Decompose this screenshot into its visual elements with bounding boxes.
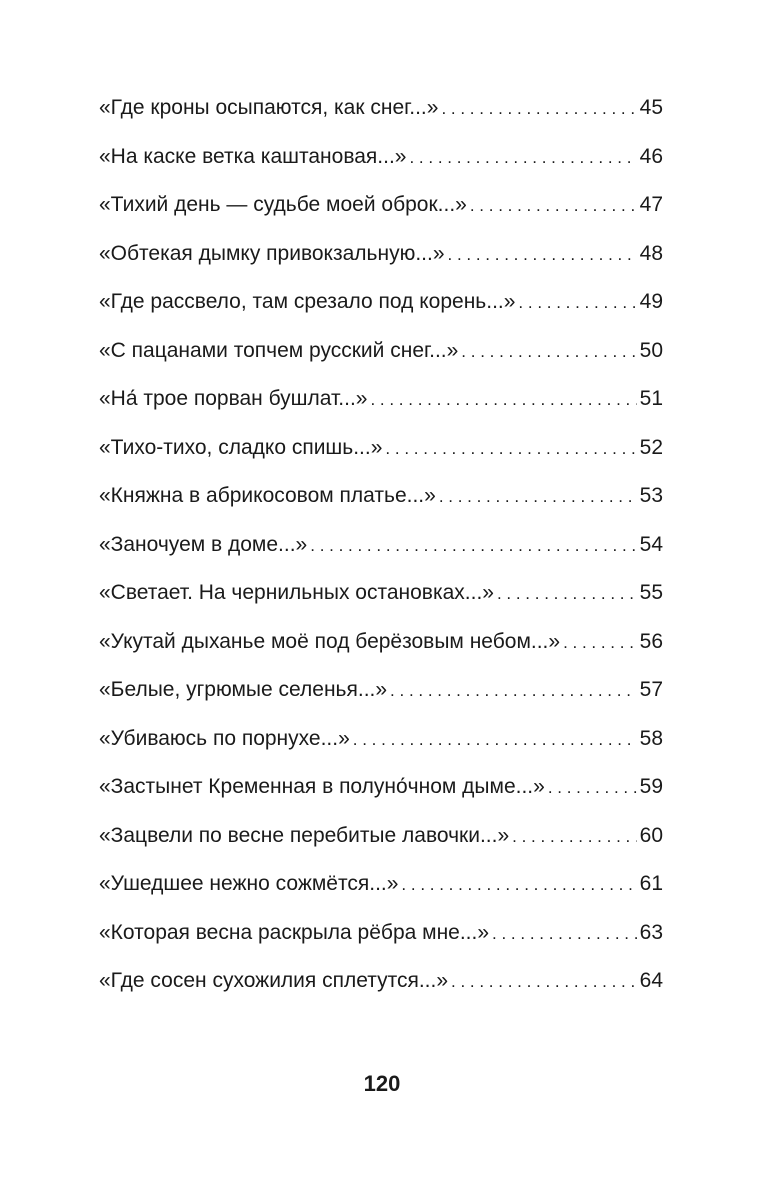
dot-leader: [492, 917, 637, 951]
toc-entry: [99, 188, 663, 237]
toc-entry-title: «Светает. На чернильных остановках...»: [99, 581, 494, 604]
toc-entry: [99, 722, 663, 771]
dot-leader: [470, 189, 637, 223]
toc-entry-page: 56: [639, 629, 663, 653]
toc-entry: [99, 91, 663, 140]
toc-entry: [99, 382, 663, 431]
toc-entry-page: 45: [639, 96, 663, 119]
toc-entry-page: 53: [639, 484, 663, 507]
dot-leader: [353, 723, 637, 757]
toc-entry-title: «Где сосен сухожилия сплетутся...»: [99, 969, 449, 992]
toc-entry: [99, 479, 663, 528]
toc-entry-title: «Тихо-тихо, сладко спишь...»: [99, 435, 383, 459]
toc-entry-page: 59: [639, 775, 663, 798]
dot-leader: [310, 529, 636, 563]
toc-entry: [99, 431, 663, 480]
toc-entry-page: 61: [639, 872, 663, 895]
toc-entry-title: «Ушедшее нежно сожмётся...»: [99, 872, 399, 895]
dot-leader: [370, 383, 636, 417]
toc-entry-title: «Белые, угрюмые селенья...»: [99, 678, 388, 701]
toc-entry: [99, 625, 663, 674]
toc-entry: [99, 140, 663, 189]
toc-entry: [99, 867, 663, 916]
toc-entry-title: «Заночуем в доме...»: [99, 532, 308, 556]
toc-entry-title: «Где рассвело, там срезало под корень...»: [99, 290, 516, 313]
toc-entry-title: «Зацвели по весне перебитые лавочки...»: [99, 823, 510, 847]
toc-entry-page: 57: [639, 678, 663, 701]
dot-leader: [518, 286, 636, 320]
toc-entry: [99, 916, 663, 965]
dot-leader: [390, 674, 637, 708]
dot-leader: [548, 771, 637, 805]
dot-leader: [385, 432, 636, 466]
dot-leader: [439, 480, 637, 514]
page-number: 120: [363, 1071, 401, 1096]
dot-leader: [401, 868, 636, 902]
dot-leader: [441, 92, 636, 126]
toc-entry: [99, 528, 663, 577]
toc-entry-title: «Княжна в абрикосовом платье...»: [99, 484, 436, 507]
toc-entry-title: «Где кроны осыпаются, как снег...»: [99, 96, 439, 119]
toc-entry-page: 51: [639, 387, 663, 410]
dot-leader: [409, 141, 636, 175]
table-of-contents: [99, 91, 663, 1013]
toc-entry-page: 47: [639, 193, 663, 216]
dot-leader: [512, 820, 636, 854]
toc-entry-page: 46: [639, 144, 663, 168]
dot-leader: [563, 626, 637, 660]
toc-entry: [99, 285, 663, 334]
toc-entry-title: «Тихий день — судьбе моей оброк...»: [99, 193, 467, 216]
dot-leader: [451, 965, 637, 999]
toc-entry-title: «На каске ветка каштановая...»: [99, 144, 407, 168]
toc-entry-title: «Которая весна раскрыла рёбра мне...»: [99, 920, 490, 944]
toc-entry: [99, 964, 663, 1013]
toc-entry: [99, 770, 663, 819]
toc-entry-page: 58: [639, 726, 663, 750]
toc-entry-title: «Убиваюсь по порнухе...»: [99, 726, 350, 750]
toc-entry: [99, 334, 663, 383]
toc-entry-title: «Укутай дыханье моё под берёзовым небом...»: [99, 629, 561, 653]
toc-entry-page: 60: [639, 823, 663, 847]
toc-entry-page: 63: [639, 920, 663, 944]
dot-leader: [497, 577, 637, 611]
toc-entry-page: 54: [639, 532, 663, 556]
toc-entry: [99, 673, 663, 722]
toc-entry-title: «Застынет Кременная в полуно́чном дыме...»: [99, 775, 545, 798]
toc-entry-page: 64: [639, 969, 663, 992]
toc-entry-page: 50: [639, 338, 663, 362]
dot-leader: [461, 335, 636, 369]
dot-leader: [448, 238, 637, 272]
toc-entry-page: 48: [639, 241, 663, 265]
toc-entry-page: 55: [639, 581, 663, 604]
toc-entry: [99, 819, 663, 868]
toc-entry-page: 49: [639, 290, 663, 313]
toc-entry-title: «С пацанами топчем русский снег...»: [99, 338, 459, 362]
toc-entry-page: 52: [639, 435, 663, 459]
toc-entry: [99, 237, 663, 286]
toc-entry: [99, 576, 663, 625]
toc-entry-title: «Обтекая дымку привокзальную...»: [99, 241, 445, 265]
toc-entry-title: «На́ трое порван бушлат...»: [99, 387, 368, 410]
